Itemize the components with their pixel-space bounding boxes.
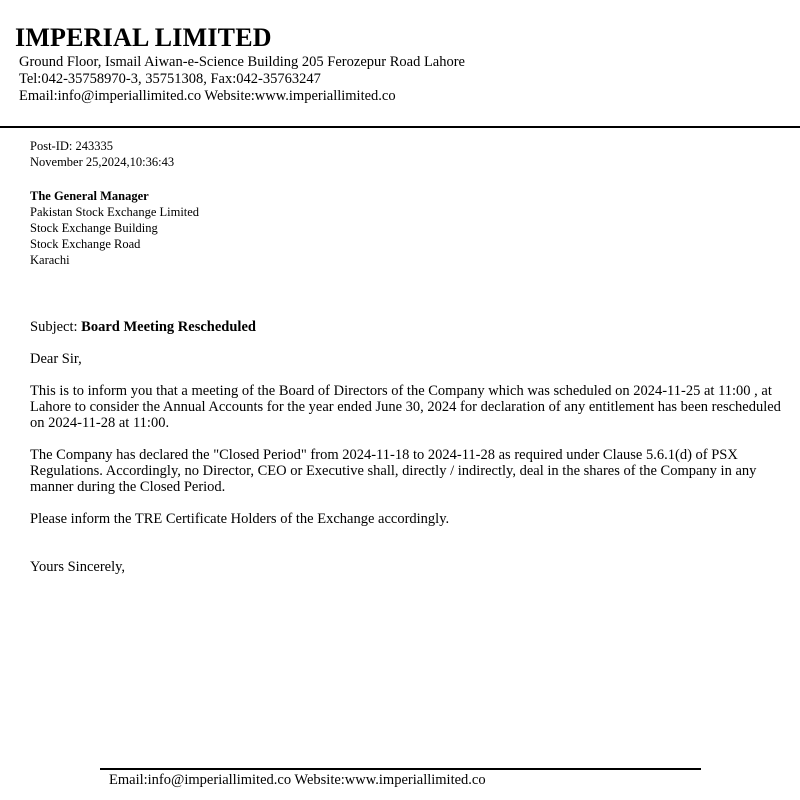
subject-line bbox=[30, 319, 796, 335]
closing: Yours Sincerely, bbox=[30, 559, 126, 575]
salutation: Dear Sir, bbox=[30, 351, 82, 367]
recipient-line: Stock Exchange Road bbox=[30, 237, 141, 251]
header-divider bbox=[0, 126, 800, 128]
post-datetime: November 25,2024,10:36:43 bbox=[30, 155, 175, 169]
paragraph-closed-period: The Company has declared the "Closed Period" from 2024-11-18 to 2024-11-28 as required under Clause 5.6.1(d) of PSX Regulations. Accordingly, no Director, CEO or Executive shall, directly / indirectly, deal in the shares of the Company in any manner during the Closed Period. bbox=[30, 447, 757, 495]
footer-email-website: Email:info@imperiallimited.co Website:www.imperiallimited.co bbox=[109, 772, 486, 788]
company-phone-fax: Tel:042-35758970-3, 35751308, Fax:042-35763247 bbox=[19, 71, 321, 87]
paragraph-meeting-rescheduled: This is to inform you that a meeting of the Board of Directors of the Company which was scheduled on 2024-11-25 at 11:00 , at Lahore to consider the Annual Accounts for the year ended June 30, 2024 for declaration of any entitlement has been rescheduled on 2024-11-28 at 11:00. bbox=[30, 383, 781, 431]
subject-value: Board Meeting Rescheduled bbox=[81, 319, 256, 335]
paragraph-request: Please inform the TRE Certificate Holders of the Exchange accordingly. bbox=[30, 511, 450, 527]
recipient-line: Karachi bbox=[30, 253, 70, 267]
recipient-line: Stock Exchange Building bbox=[30, 221, 158, 235]
company-name: IMPERIAL LIMITED bbox=[15, 23, 272, 52]
footer-divider bbox=[100, 768, 701, 770]
recipient-title: The General Manager bbox=[30, 189, 149, 203]
company-email-website: Email:info@imperiallimited.co Website:www.imperiallimited.co bbox=[19, 88, 396, 104]
subject-label: Subject: bbox=[30, 319, 78, 335]
post-id: Post-ID: 243335 bbox=[30, 139, 113, 153]
recipient-line: Pakistan Stock Exchange Limited bbox=[30, 205, 200, 219]
company-address: Ground Floor, Ismail Aiwan-e-Science Building 205 Ferozepur Road Lahore bbox=[19, 54, 465, 70]
